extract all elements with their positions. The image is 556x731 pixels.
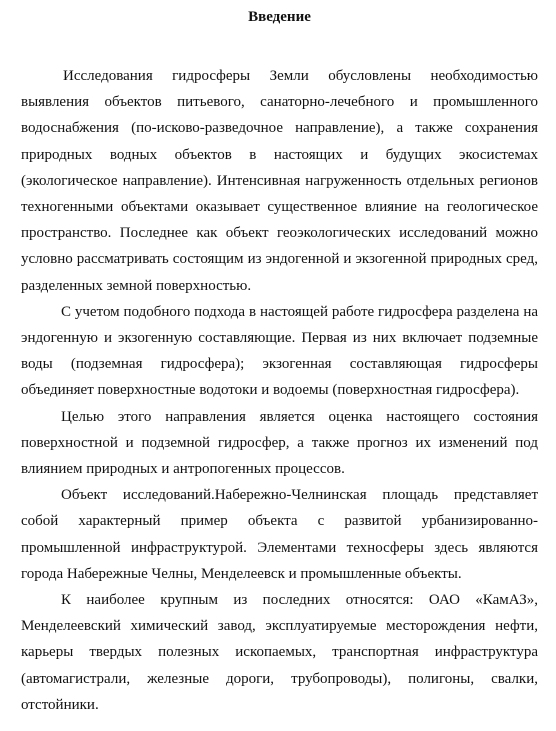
- paragraph-3: Целью этого направления является оценка настоящего состояния поверхностной и подземной гидросфер, а также прогноз их изменений под влиянием природных и антропогенных процессов.: [21, 408, 538, 478]
- paragraph-4: Объект исследований.Набережно-Челнинская площадь представляет собой характерный пример объекта с развитой урбанизированно-промышленной инфраструктурой. Элементами техносферы здесь являются города Набережные Челны, Менделеевск и промышленные объекты.: [21, 487, 538, 582]
- paragraph-2: С учетом подобного подхода в настоящей работе гидросфера разделена на эндогенную и экзогенную составляющие. Первая из них включает подземные воды (подземная гидросфера); экзогенная составляющая гидросферы объединяет поверхностные водотоки и водоемы (поверхностная гидросфера).: [21, 303, 538, 399]
- paragraph-1: Исследования гидросферы Земли обусловлены необходимостью выявления объектов питьевого, санаторно-лечебного и промышленного водоснабжения (по-исково-разведочное направление), а также сохранения природных водных объектов в настоящих и будущих экосистемах (экологическое направление). Интенсивная нагруженность отдельных регионов техногенными объектами оказывает существенное влияние на геологическое пространство. Последнее как объект геоэкологических исследований можно условно рассматривать состоящим из эндогенной и экзогенной природных сред, разделенных земной поверхностью.: [21, 68, 538, 294]
- document-title: Введение: [248, 9, 311, 25]
- paragraph-5: К наиболее крупным из последних относятся: ОАО «КамАЗ», Менделеевский химический завод, эксплуатируемые месторождения нефти, карьеры твердых полезных ископаемых, транспортная инфраструктура (автомагистрали, железные дороги, трубопроводы), полигоны, свалки, отстойники.: [21, 592, 538, 713]
